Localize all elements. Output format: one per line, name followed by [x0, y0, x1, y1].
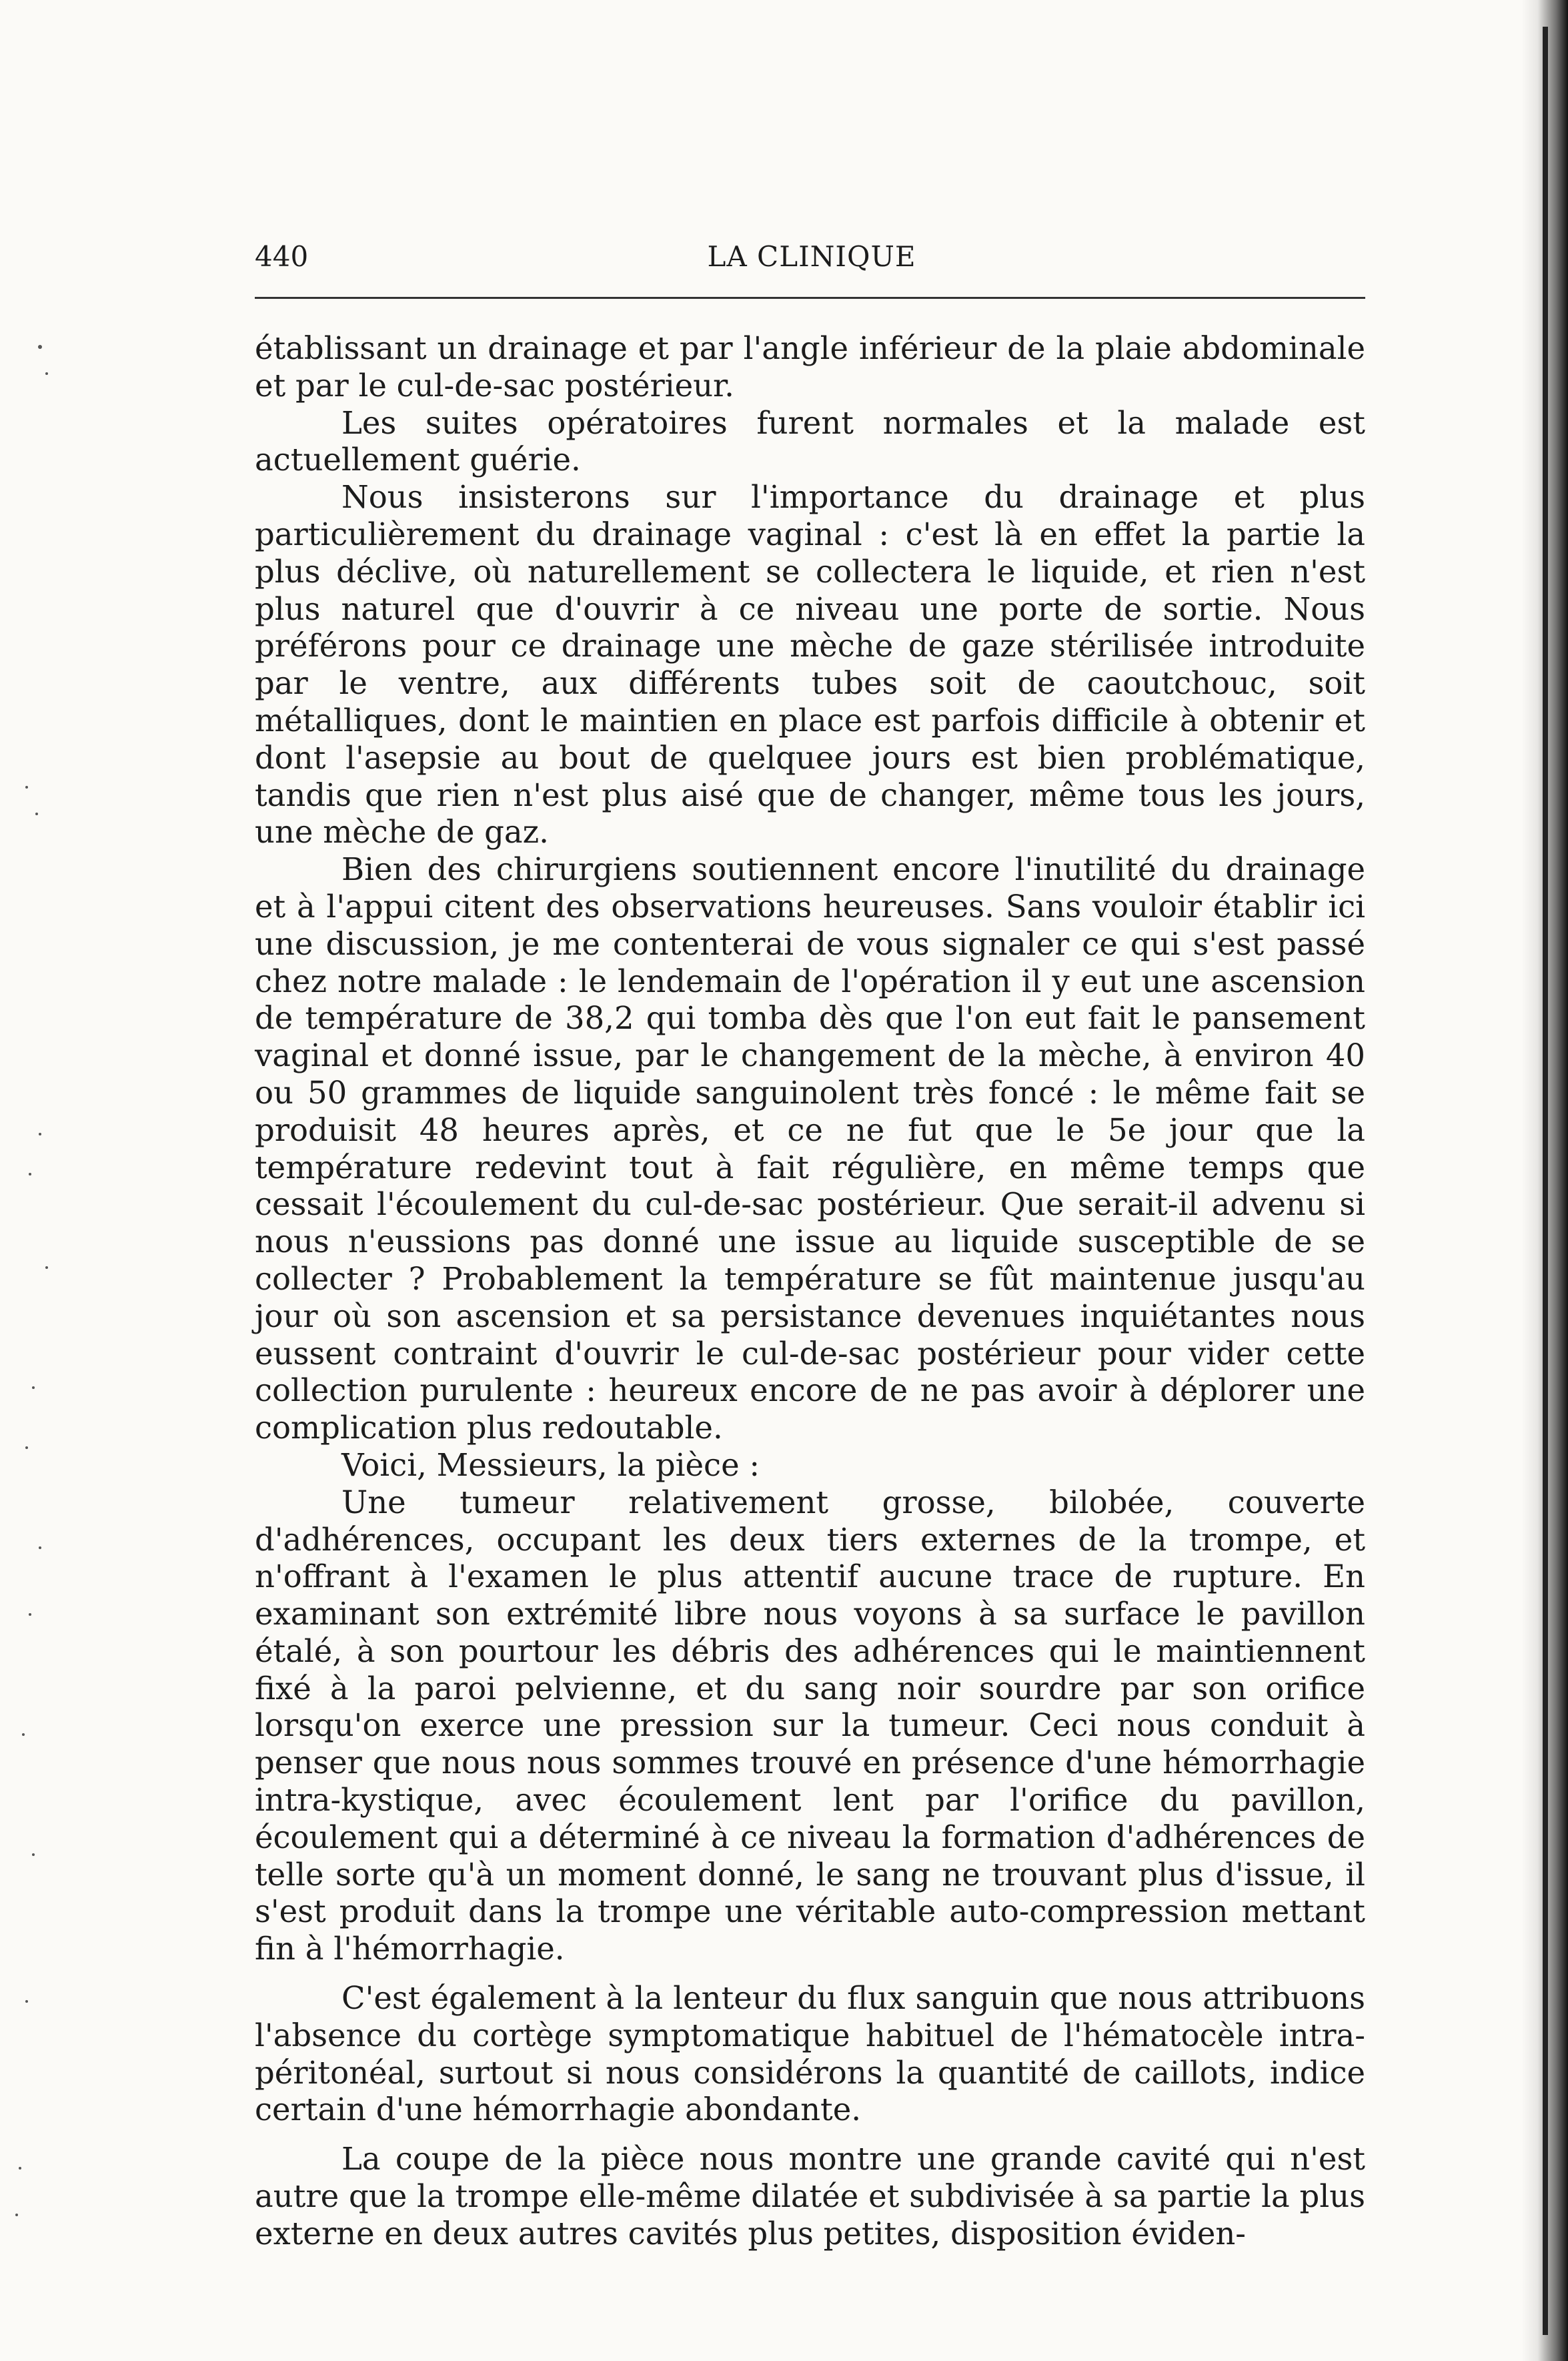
paragraph-2: Les suites opératoires furent normales et la malade est actuellement guérie.: [255, 404, 1365, 478]
paragraph-7: C'est également à la lenteur du flux sanguin que nous attribuons l'absence du cortège symptomatique habituel de l'hématocèle intra-péritonéal, surtout si nous considérons la quantité de caillots, indice certain d'une hémorrhagie abondante.: [255, 1980, 1365, 2128]
paragraph-1: établissant un drainage et par l'angle inférieur de la plaie abdominale et par le cul-de-sac postérieur.: [255, 330, 1365, 404]
running-title: LA CLINIQUE: [707, 240, 916, 273]
page-header: [255, 233, 1369, 280]
paragraph-8: La coupe de la pièce nous montre une grande cavité qui n'est autre que la trompe elle-même dilatée et subdivisée à sa partie la plus externe en deux autres cavités plus petites, disposition éviden-: [255, 2141, 1365, 2252]
paragraph-4: Bien des chirurgiens soutiennent encore l'inutilité du drainage et à l'appui citent des observations heureuses. Sans vouloir établir ici une discussion, je me contenterai de vous signaler ce qui s'est passé chez notre malade : le lendemain de l'opération il y eut une ascension de température de 38,2 qui tomba dès que l'on eut fait le pansement vaginal et donné issue, par le changement de la mèche, à environ 40 ou 50 grammes de liquide sanguinolent très foncé : le même fait se produisit 48 heures après, et ce ne fut que le 5e jour que la température redevint tout à fait régulière, en même temps que cessait l'écoulement du cul-de-sac postérieur. Que serait-il advenu si nous n'eussions pas donné une issue au liquide susceptible de se collecter ? Probablement la température se fût maintenue jusqu'au jour où son ascension et sa persistance devenues inquiétantes nous eussent contraint d'ouvrir le cul-de-sac postérieur pour vider cette collection purulente : heureux encore de ne pas avoir à déplorer une complication plus redoutable.: [255, 851, 1365, 1446]
header-rule: [255, 297, 1365, 299]
margin-specks: [0, 0, 80, 2361]
page-edge-line: [1543, 27, 1548, 2335]
body-text: [255, 330, 1365, 2253]
paragraph-5: Voici, Messieurs, la pièce :: [341, 1446, 760, 1483]
page-number: 440: [255, 240, 309, 273]
paragraph-6: Une tumeur relativement grosse, bilobée, couverte d'adhérences, occupant les deux tiers externes de la trompe, et n'offrant à l'examen le plus attentif aucune trace de rupture. En examinant son extrémité libre nous voyons à sa surface le pavillon étalé, à son pourtour les débris des adhérences qui le maintiennent fixé à la paroi pelvienne, et du sang noir sourdre par son orifice lorsqu'on exerce une pression sur la tumeur. Ceci nous conduit à penser que nous nous sommes trouvé en présence d'une hémorrhagie intra-kystique, avec écoulement lent par l'orifice du pavillon, écoulement qui a déterminé à ce niveau la formation d'adhérences de telle sorte qu'à un moment donné, le sang ne trouvant plus d'issue, il s'est produit dans la trompe une véritable auto-compression mettant fin à l'hémorrhagie.: [255, 1484, 1365, 1967]
paragraph-3: Nous insisterons sur l'importance du drainage et plus particulièrement du drainage vaginal : c'est là en effet la partie la plus déclive, où naturellement se collectera le liquide, et rien n'est plus naturel que d'ouvrir à ce niveau une porte de sortie. Nous préférons pour ce drainage une mèche de gaze stérilisée introduite par le ventre, aux différents tubes soit de caoutchouc, soit métalliques, dont le maintien en place est parfois difficile à obtenir et dont l'asepsie au bout de quelquee jours est bien problématique, tandis que rien n'est plus aisé que de changer, même tous les jours, une mèche de gaz.: [255, 479, 1365, 851]
